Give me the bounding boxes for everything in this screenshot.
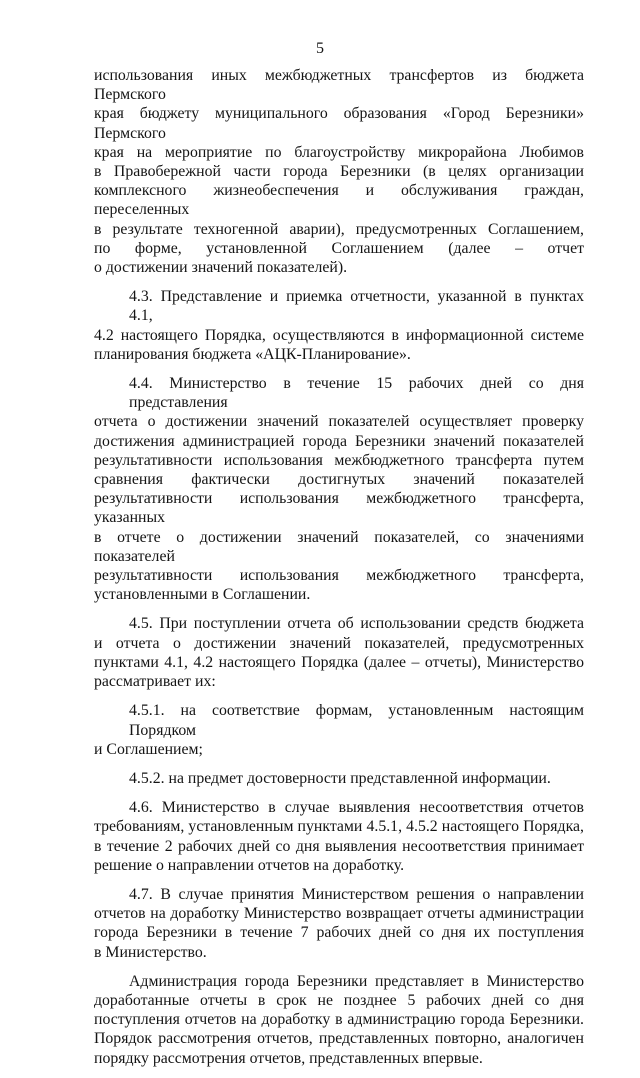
text-line: требованиям, установленным пунктами 4.5.1, 4.5.2 настоящего Порядка, bbox=[94, 818, 584, 836]
text-line: 4.5.2. на предмет достоверности представленной информации. bbox=[129, 769, 551, 787]
text-line: использования иных межбюджетных трансфертов из бюджета Пермского bbox=[94, 67, 584, 104]
paragraph bbox=[94, 972, 584, 1068]
text-line: отчетов на доработку Министерство возвращает отчеты администрации bbox=[94, 905, 584, 923]
text-line: установленными в Соглашении. bbox=[94, 586, 311, 604]
text-line: решение о направлении отчетов на доработку. bbox=[94, 856, 405, 874]
text-line: Порядок рассмотрения отчетов, представленных повторно, аналогичен bbox=[94, 1030, 584, 1048]
text-line: результативности использования межбюджетного трансферта, bbox=[94, 567, 584, 585]
text-line: города Березники в течение 7 рабочих дней со дня их поступления bbox=[94, 924, 584, 942]
text-line: планирования бюджета «АЦК-Планирование». bbox=[94, 345, 411, 363]
paragraph bbox=[94, 769, 584, 788]
text-line: результативности использования межбюджетного трансферта, указанных bbox=[94, 490, 584, 527]
text-line: о достижении значений показателей). bbox=[94, 259, 348, 277]
text-line: отчета о достижении значений показателей осуществляет проверку bbox=[94, 413, 584, 431]
text-line: 4.7. В случае принятия Министерством решения о направлении bbox=[129, 885, 584, 903]
text-line: результативности использования межбюджетного трансферта путем bbox=[94, 451, 584, 469]
page-number: 5 bbox=[316, 40, 324, 57]
text-line: 4.2 настоящего Порядка, осуществляются в информационной системе bbox=[94, 326, 584, 344]
text-line: 4.3. Представление и приемка отчетности, указанной в пунктах 4.1, bbox=[129, 288, 584, 325]
paragraph bbox=[94, 798, 584, 875]
text-line: в отчете о достижении значений показателей, со значениями показателей bbox=[94, 528, 584, 565]
text-line: края на мероприятие по благоустройству микрорайона Любимов bbox=[94, 143, 584, 161]
text-line: в Министерство. bbox=[94, 943, 207, 961]
paragraph bbox=[94, 701, 584, 759]
paragraph bbox=[94, 885, 584, 962]
text-line: рассматривает их: bbox=[94, 673, 216, 691]
text-line: по форме, установленной Соглашением (далее – отчет bbox=[94, 239, 584, 257]
text-line: края бюджету муниципального образования «Город Березники» Пермского bbox=[94, 105, 584, 142]
text-line: в Правобережной части города Березники (в целях организации bbox=[94, 163, 584, 181]
text-line: сравнения фактически достигнутых значений показателей bbox=[94, 471, 584, 489]
paragraph bbox=[94, 614, 584, 691]
text-line: 4.6. Министерство в случае выявления несоответствия отчетов bbox=[129, 799, 584, 817]
text-line: Администрация города Березники представляет в Министерство bbox=[129, 972, 584, 990]
text-line: 4.5. При поступлении отчета об использовании средств бюджета bbox=[129, 615, 584, 633]
text-line: порядку рассмотрения отчетов, представленных впервые. bbox=[94, 1049, 483, 1067]
text-line: и отчета о достижении значений показателей, предусмотренных bbox=[94, 634, 584, 652]
text-line: пунктами 4.1, 4.2 настоящего Порядка (далее – отчеты), Министерство bbox=[94, 653, 584, 671]
text-line: доработанные отчеты в срок не позднее 5 рабочих дней со дня bbox=[94, 991, 584, 1009]
text-line: комплексного жизнеобеспечения и обслуживания граждан, переселенных bbox=[94, 182, 584, 219]
text-line: и Соглашением; bbox=[94, 740, 203, 758]
paragraph bbox=[94, 66, 584, 277]
text-line: в течение 2 рабочих дней со дня выявления несоответствия принимает bbox=[94, 837, 584, 855]
text-line: поступления отчетов на доработку в администрацию города Березники. bbox=[94, 1011, 584, 1029]
paragraph bbox=[94, 287, 584, 364]
text-line: 4.5.1. на соответствие формам, установленным настоящим Порядком bbox=[129, 702, 584, 739]
document-body bbox=[94, 66, 584, 1078]
paragraph bbox=[94, 374, 584, 604]
text-line: 4.4. Министерство в течение 15 рабочих дней со дня представления bbox=[129, 375, 584, 412]
text-line: в результате техногенной аварии), предусмотренных Соглашением, bbox=[94, 220, 584, 238]
text-line: достижения администрацией города Березники значений показателей bbox=[94, 432, 584, 450]
